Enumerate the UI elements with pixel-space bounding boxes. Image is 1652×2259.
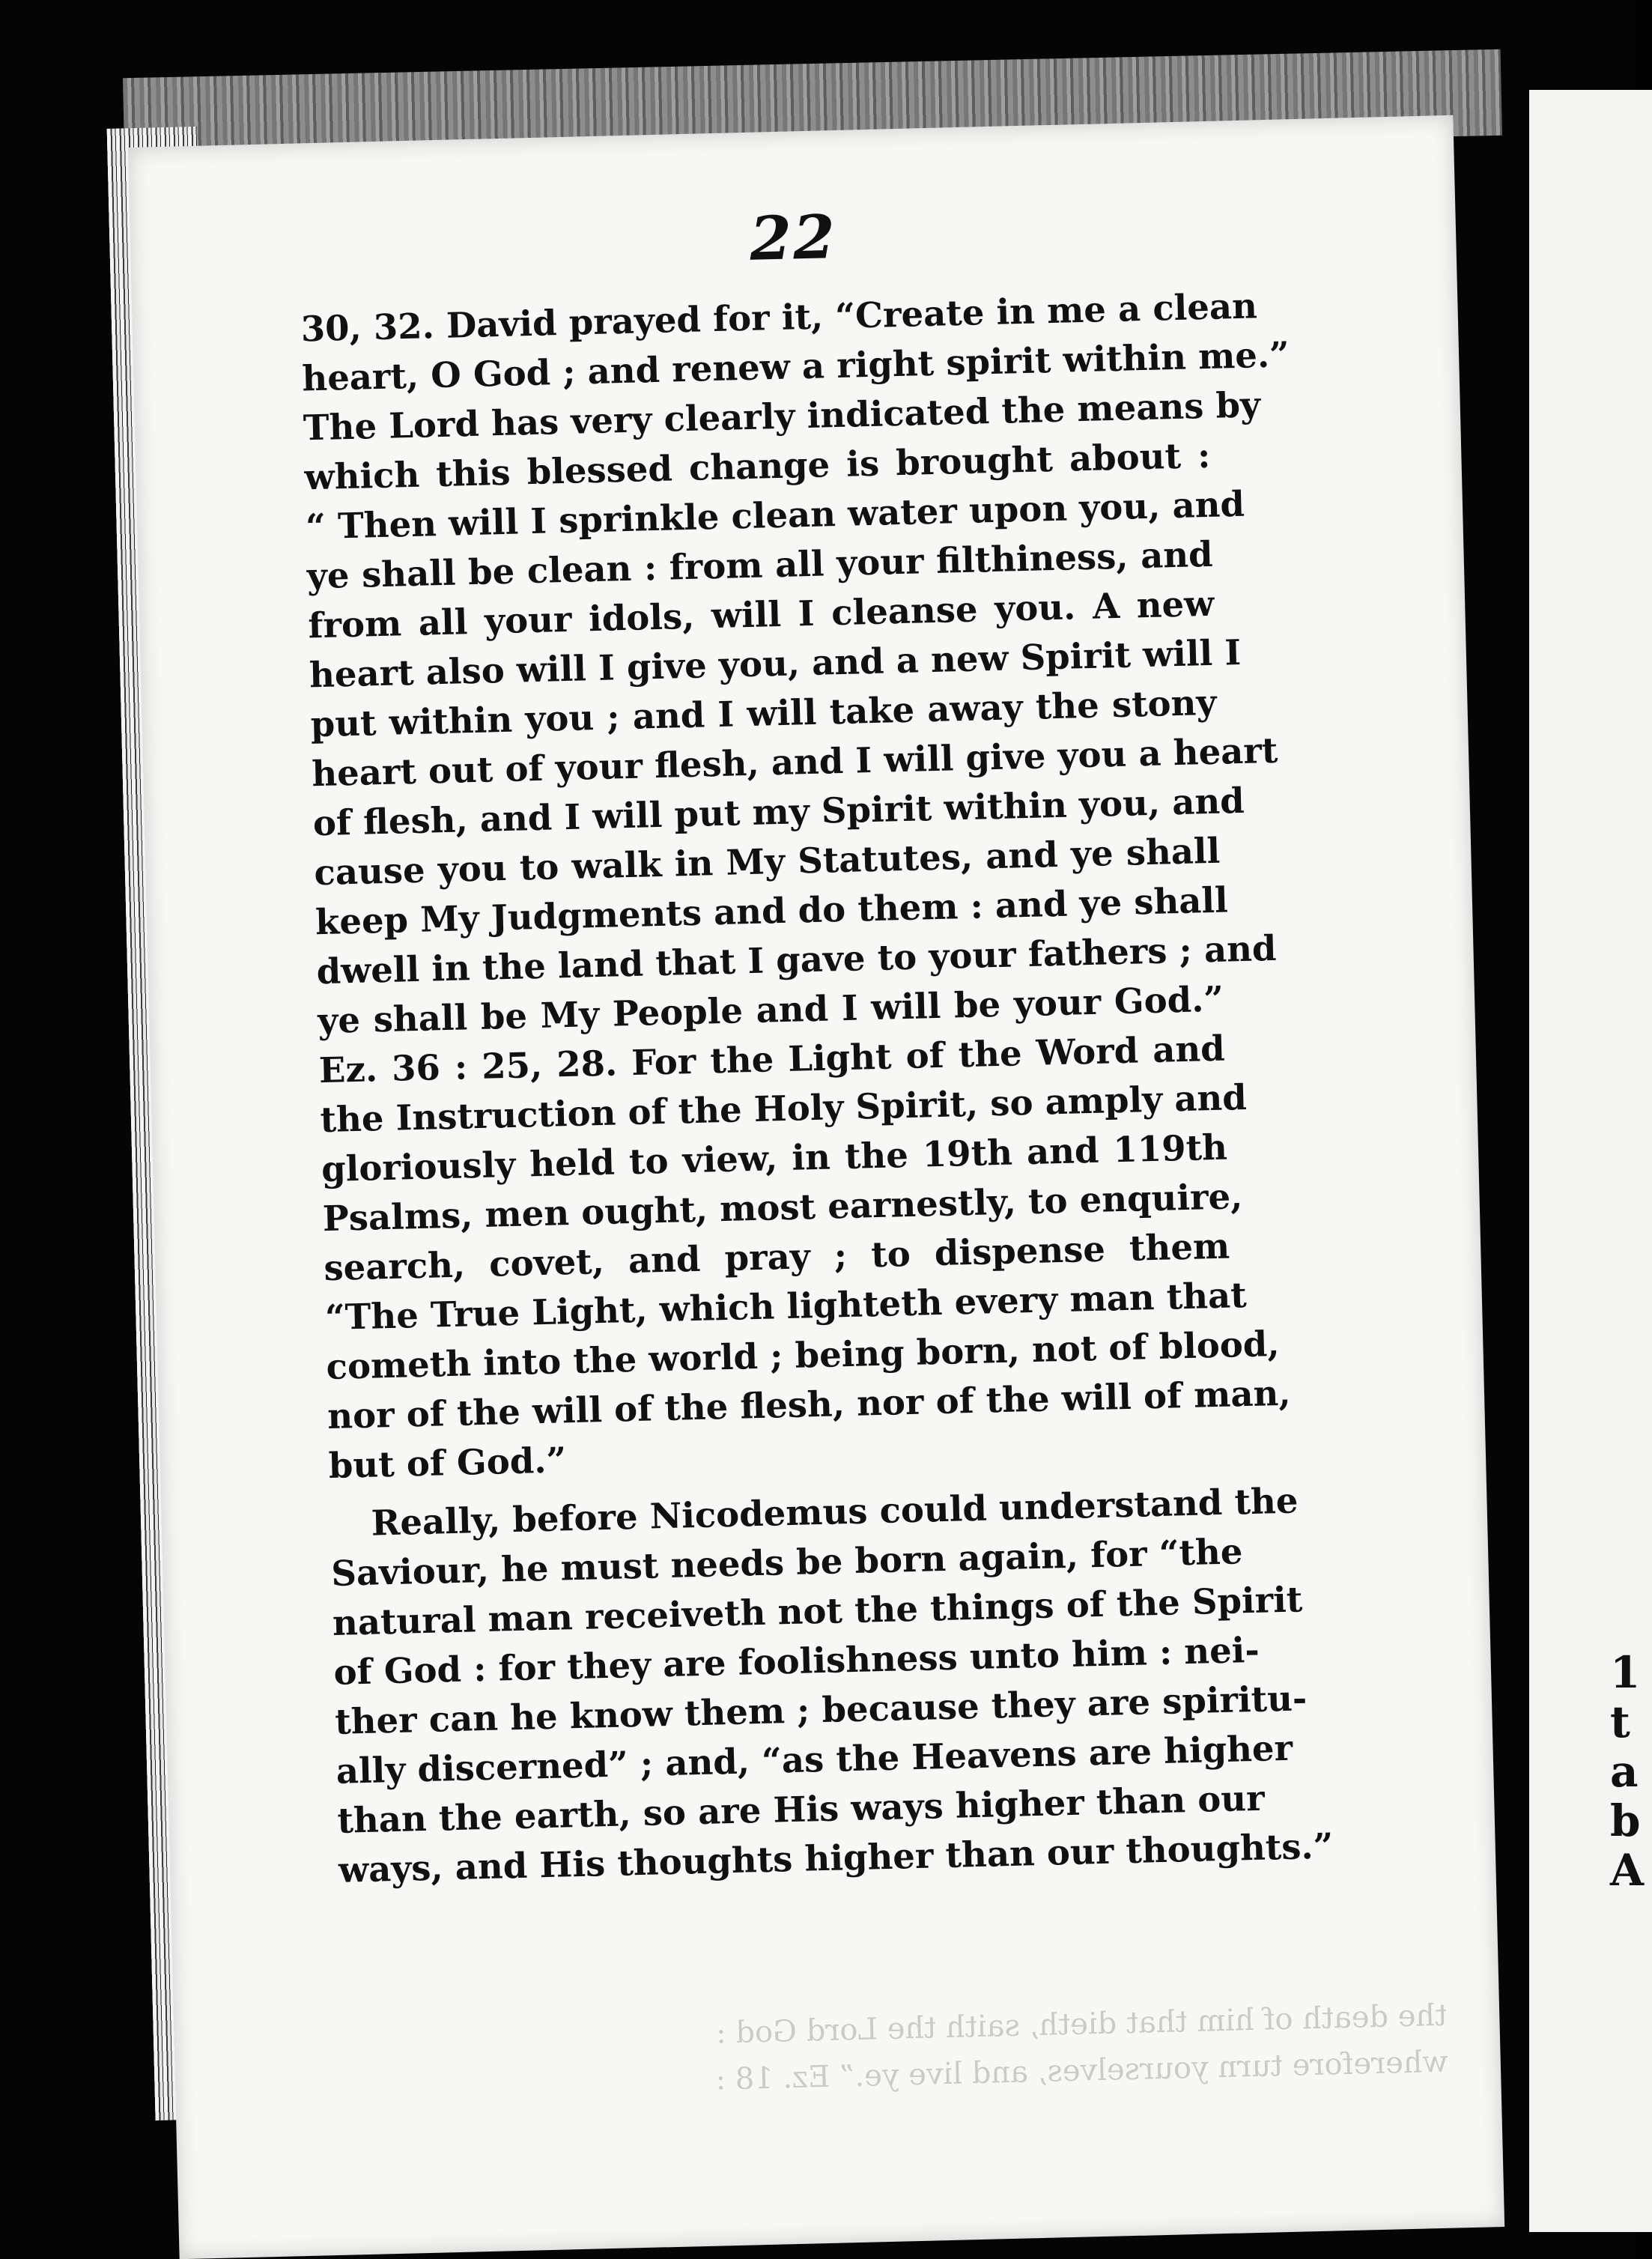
text-line: keep My Judgments and do them : and ye shall: [315, 879, 1229, 943]
text-line: from all your idols, will I cleanse you. A new: [307, 582, 1215, 646]
bleed-line: wherefore turn yourselves, and live ye.” Ez. 18 :: [714, 2044, 1449, 2097]
bleed-line: the death of him that dieth, saith the Lord God :: [715, 1998, 1448, 2051]
fragment-glyph: t: [1610, 1696, 1630, 1747]
page-body: [300, 282, 1334, 1895]
fragment-glyph: b: [1610, 1795, 1641, 1846]
text-line: which this blessed change is brought about :: [303, 434, 1211, 498]
text-line: the Instruction of the Holy Spirit, so amply and: [319, 1076, 1248, 1141]
text-line: “ Then will I sprinkle clean water upon you, and: [305, 482, 1245, 548]
text-line: 30, 32. David prayed for it, “Create in me a clean: [300, 285, 1258, 350]
text-line: ally discerned” ; and, “as the Heavens are higher: [335, 1726, 1293, 1792]
text-line: dwell in the land that I gave to your fathers ; and: [316, 927, 1278, 992]
text-line: cause you to walk in My Statutes, and ye shall: [313, 829, 1221, 894]
text-line: Psalms, men ought, most earnestly, to enquire,: [322, 1175, 1243, 1240]
text-line: Ez. 36 : 25, 28. For the Light of the Word and: [318, 1027, 1226, 1091]
text-line: Really, before Nicodemus could understand the: [371, 1479, 1299, 1544]
text-line: search, covet, and pray ; to dispense them: [323, 1225, 1230, 1289]
text-line: natural man receiveth not the things of the Spirit: [332, 1578, 1303, 1643]
text-line: ther can he know them ; because they are spiritu-: [334, 1677, 1308, 1742]
facing-page-fragments: [1610, 1647, 1645, 1896]
text-line: of God : for they are foolishness unto him : nei-: [332, 1628, 1260, 1693]
text-line: but of God.”: [328, 1439, 567, 1487]
text-line: nor of the will of the flesh, nor of the will of man,: [327, 1371, 1292, 1437]
fragment-glyph: a: [1610, 1746, 1639, 1797]
text-line: Saviour, he must needs be born again, for “the: [330, 1530, 1243, 1594]
fragment-glyph: A: [1610, 1845, 1645, 1896]
text-line: ye shall be My People and I will be your God.”: [317, 977, 1224, 1042]
bleed-through-text: [548, 1992, 1449, 2107]
page-number: 22: [749, 201, 837, 274]
text-line: than the earth, so are His ways higher than our: [336, 1777, 1266, 1841]
text-line: heart out of your flesh, and I will give you a heart: [311, 729, 1278, 795]
text-line: ye shall be clean : from all your filthiness, and: [306, 533, 1214, 597]
book-page: [128, 115, 1504, 2259]
text-line: put within you ; and I will take away the stony: [310, 681, 1218, 745]
fragment-glyph: 1: [1610, 1647, 1641, 1698]
text-line: of flesh, and I will put my Spirit within you, and: [312, 779, 1245, 844]
text-line: cometh into the world ; being born, not of blood,: [325, 1322, 1281, 1388]
text-line: gloriously held to view, in the 19th and 119th: [321, 1126, 1228, 1190]
text-line: The Lord has very clearly indicated the means by: [303, 383, 1261, 449]
text-line: “The True Light, which lighteth every man that: [324, 1274, 1248, 1338]
text-line: heart also will I give you, and a new Spirit will I: [309, 631, 1242, 696]
text-line: ways, and His thoughts higher than our thoughts.”: [338, 1825, 1334, 1890]
facing-page-edge: [1513, 90, 1652, 2232]
text-line: heart, O God ; and renew a right spirit within me.”: [301, 333, 1290, 399]
